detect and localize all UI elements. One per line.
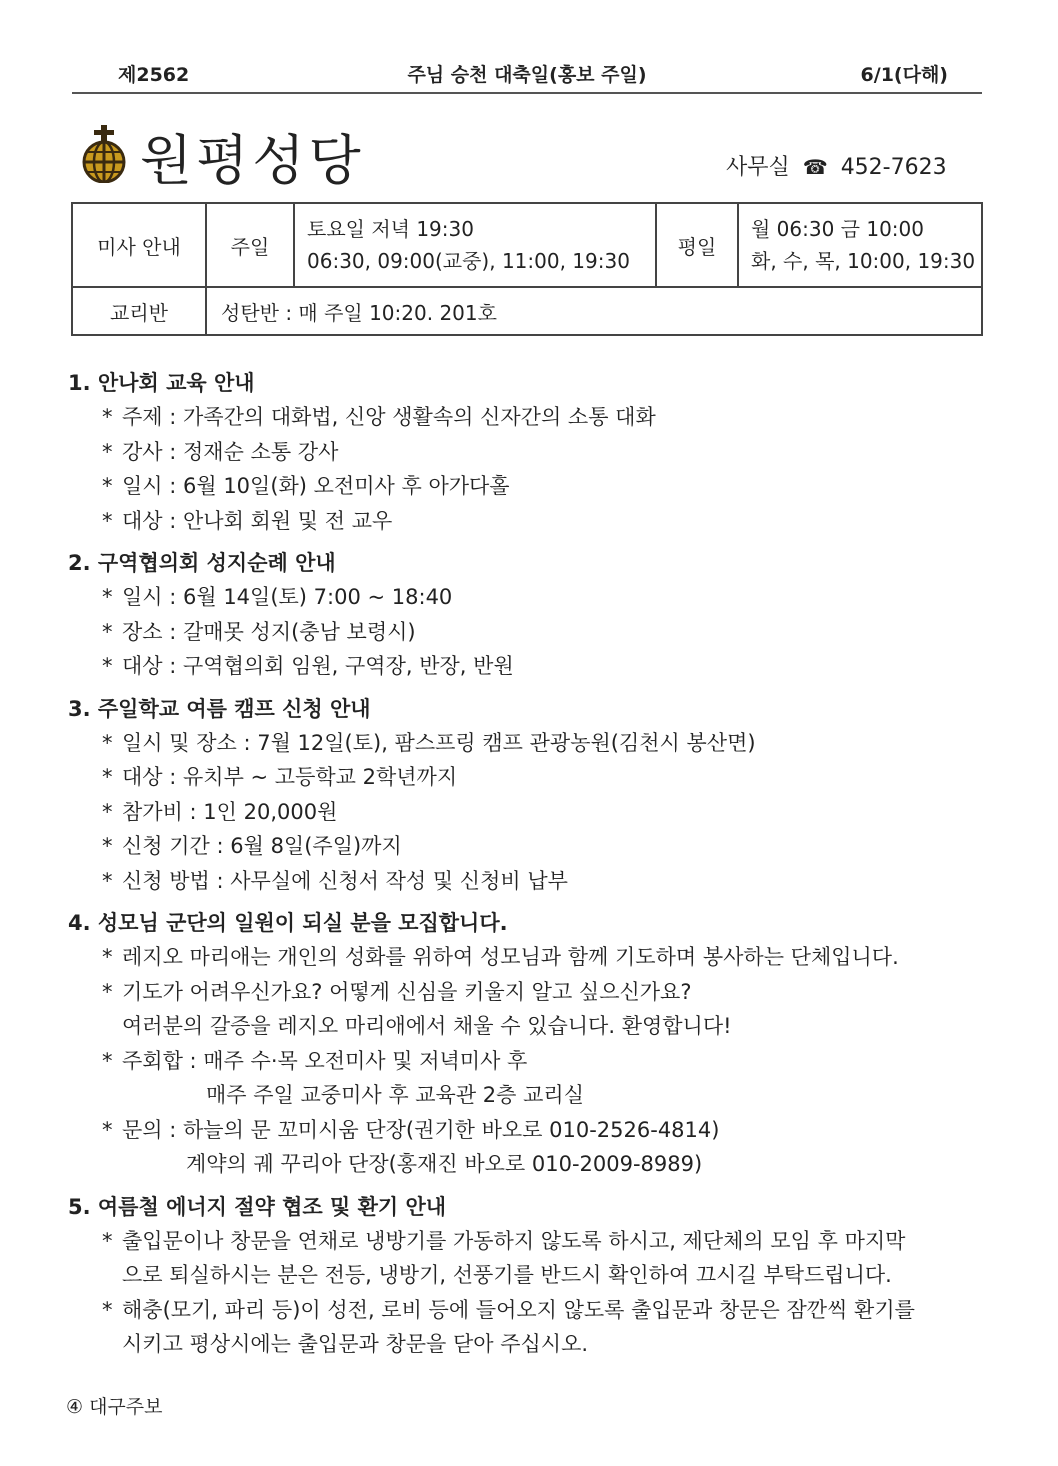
list-item: * 대상 : 구역협의회 임원, 구역장, 반장, 반원 — [68, 649, 988, 684]
bullet-star: * — [102, 654, 113, 678]
sunday-times — [294, 203, 656, 287]
page-footer: ④ 대구주보 — [66, 1396, 163, 1418]
bullet-star: * — [102, 585, 113, 609]
list-item: * 해충(모기, 파리 등)이 성전, 로비 등에 들어오지 않도록 출입문과 창문은 잠깐씩 환기를 시키고 평상시에는 출입문과 창문을 닫아 주십시오. — [68, 1293, 988, 1362]
list-item: * 신청 기간 : 6월 8일(주일)까지 — [68, 829, 988, 864]
telephone-icon: ☎ — [802, 155, 828, 179]
section-title: 2. 구역협의회 성지순례 안내 — [68, 551, 336, 575]
office-label: 사무실 — [726, 155, 790, 180]
feast-title: 주님 승천 대축일(홍보 주일) — [407, 64, 647, 86]
bullet-star: * — [102, 474, 113, 498]
list-item: * 강사 : 정재순 소통 강사 — [68, 435, 988, 470]
office-phone: 452-7623 — [840, 155, 947, 180]
bullet-star: * — [102, 619, 113, 644]
list-item: * 출입문이나 창문을 연채로 냉방기를 가동하지 않도록 하시고, 제단체의 모임 후 마지막 으로 퇴실하시는 분은 전등, 냉방기, 선풍기를 반드시 확인하여 끄시길 부탁드립니다. — [68, 1224, 988, 1293]
globe-cross-icon — [80, 125, 128, 183]
bulletin-header — [72, 52, 982, 94]
bullet-star: * — [102, 979, 113, 1004]
bulletin-date: 6/1(다해) — [860, 64, 948, 86]
bullet-star: * — [102, 1117, 113, 1142]
section-legio-mariae — [68, 906, 988, 1182]
list-item: * 대상 : 안나회 회원 및 전 교우 — [68, 504, 988, 539]
bullet-star: * — [102, 730, 113, 755]
parish-name: 원평성당 — [140, 129, 365, 192]
list-item: * 대상 : 유치부 ~ 고등학교 2학년까지 — [68, 760, 988, 795]
list-item: * 일시 : 6월 10일(화) 오전미사 후 아가다홀 — [68, 469, 988, 504]
weekday-times-line2: 화, 수, 목, 10:00, 19:30 — [751, 249, 976, 273]
sunday-times-line2: 06:30, 09:00(교중), 11:00, 19:30 — [307, 249, 630, 273]
section-title: 4. 성모님 군단의 일원이 되실 분을 모집합니다. — [68, 911, 508, 935]
list-item: * 일시 : 6월 14일(토) 7:00 ~ 18:40 — [68, 580, 988, 615]
section-title: 1. 안나회 교육 안내 — [68, 371, 255, 395]
list-item: * 일시 및 장소 : 7월 12일(토), 팜스프링 캠프 관광농원(김천시 봉산면) — [68, 726, 988, 761]
list-item: * 레지오 마리애는 개인의 성화를 위하여 성모님과 함께 기도하며 봉사하는 단체입니다. — [68, 940, 988, 975]
sunday-label: 주일 — [206, 203, 294, 287]
section-summer-camp — [68, 692, 988, 899]
bullet-star: * — [102, 868, 113, 893]
bullet-star: * — [102, 1297, 113, 1322]
announcements — [68, 366, 988, 1370]
bullet-star: * — [102, 1228, 113, 1253]
list-item: * 장소 : 갈매못 성지(충남 보령시) — [68, 615, 988, 650]
weekday-label: 평일 — [656, 203, 738, 287]
bullet-star: * — [102, 799, 113, 824]
list-item: * 기도가 어려우신가요? 어떻게 신심을 키울지 알고 싶으신가요? 여러분의 갈증을 레지오 마리애에서 채울 수 있습니다. 환영합니다! — [68, 975, 988, 1044]
sunday-times-line1: 토요일 저녁 19:30 — [307, 217, 474, 241]
list-item: * 문의 : 하늘의 문 꼬미시움 단장(권기한 바오로 010-2526-4814) 계약의 궤 꾸리아 단장(홍재진 바오로 010-2009-8989) — [68, 1113, 988, 1182]
section-title: 5. 여름철 에너지 절약 협조 및 환기 안내 — [68, 1194, 447, 1219]
weekday-times — [738, 203, 982, 287]
bullet-star: * — [102, 765, 113, 789]
mass-schedule-table — [71, 202, 983, 336]
list-item: * 신청 방법 : 사무실에 신청서 작성 및 신청비 납부 — [68, 864, 988, 899]
office-contact — [726, 150, 947, 181]
bullet-star: * — [102, 945, 113, 969]
list-item: * 참가비 : 1인 20,000원 — [68, 795, 988, 830]
mass-label: 미사 안내 — [72, 203, 206, 287]
section-title: 3. 주일학교 여름 캠프 신청 안내 — [68, 696, 371, 721]
section-anna-education — [68, 366, 988, 538]
bullet-star: * — [102, 834, 113, 858]
section-energy-saving — [68, 1190, 988, 1362]
bullet-star: * — [102, 405, 113, 429]
bullet-star: * — [102, 1048, 113, 1073]
bullet-star: * — [102, 439, 113, 464]
list-item: * 주회합 : 매주 수·목 오전미사 및 저녁미사 후 매주 주일 교중미사 후 교육관 2층 교리실 — [68, 1044, 988, 1113]
catechism-value: 성탄반 : 매 주일 10:20. 201호 — [206, 287, 982, 335]
weekday-times-line1: 월 06:30 금 10:00 — [751, 217, 924, 241]
catechism-label: 교리반 — [72, 287, 206, 335]
section-pilgrimage — [68, 546, 988, 684]
list-item: * 주제 : 가족간의 대화법, 신앙 생활속의 신자간의 소통 대화 — [68, 400, 988, 435]
issue-number: 제2562 — [118, 64, 190, 86]
bullet-star: * — [102, 508, 113, 533]
